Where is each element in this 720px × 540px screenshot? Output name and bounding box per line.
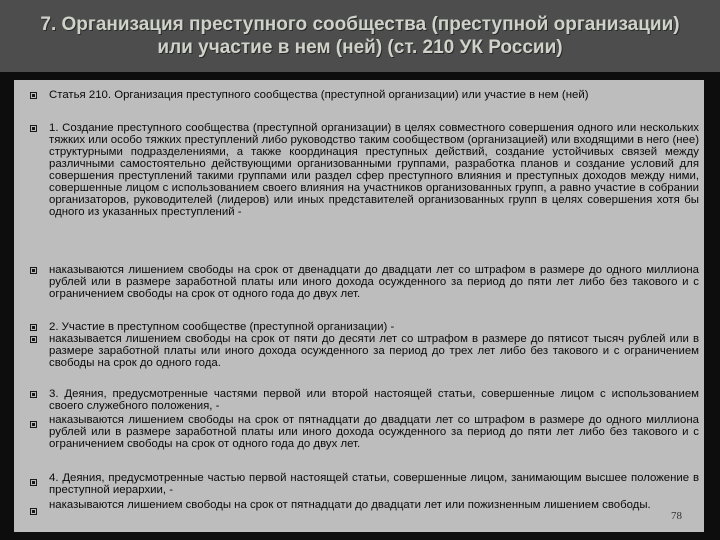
part-1-penalty: наказываются лишением свободы на срок от двенадцати до двадцати лет со штрафом в размере до одного миллиона рублей или в размере заработной платы или иного дохода осужденного за период до пяти лет либо без такового и с ограничением свободы на срок от одного года до двух лет. [49, 264, 699, 300]
bullet-icon [30, 391, 37, 398]
bullet-icon [30, 336, 37, 343]
slide-title: 7. Организация преступного сообщества (преступной организации) или участие в нем (ней) (ст. 210 УК России) [40, 14, 680, 58]
part-3-text: 3. Деяния, предусмотренные частями первой или второй настоящей статьи, совершенные лицом с использованием своего служебного положения, - [49, 388, 699, 412]
article-heading: Статья 210. Организация преступного сообщества (преступной организации) или участие в нем (ней) [49, 89, 589, 101]
bullet-icon [30, 92, 37, 99]
part-4-penalty: наказываются лишением свободы на срок от пятнадцати до двадцати лет или пожизненным лишением свободы. [49, 499, 651, 511]
part-2-text: 2. Участие в преступном сообществе (преступной организации) - [49, 321, 395, 333]
bullet-icon [30, 479, 37, 486]
bullet-icon [30, 508, 37, 515]
part-4-text: 4. Деяния, предусмотренные частью первой настоящей статьи, совершенные лицом, занимающим высшее положение в преступной иерархии, - [49, 472, 699, 496]
bullet-icon [30, 125, 37, 132]
slide-content [14, 80, 704, 532]
part-1-text: 1. Создание преступного сообщества (преступной организации) в целях совместного совершения одного или нескольких тяжких или особо тяжких преступлений либо руководство таким сообществом (организацией) или входящими в него (нее) структурными подразделениями, а также координация преступных действий, создание устойчивых связей между различными самостоятельно действующими организованными группами, разработка планов и создание условий для совершения преступлений такими группами или раздел сфер преступного влияния и преступных доходов между ними, совершенные лицом с использованием своего влияния на участников организованных групп, а равно участие в собрании организаторов, руководителей (лидеров) или иных представителей организованных групп в целях совершения хотя бы одного из указанных преступлений - [49, 122, 699, 218]
bullet-icon [30, 421, 37, 428]
slide-header [0, 0, 720, 72]
bullet-icon [30, 267, 37, 274]
part-3-penalty: наказываются лишением свободы на срок от пятнадцати до двадцати лет со штрафом в размере до одного миллиона рублей или в размере заработной платы или иного дохода осужденного за период до пяти лет либо без такового и с ограничением свободы на срок от одного года до двух лет. [49, 414, 699, 450]
bullet-icon [30, 324, 37, 331]
part-2-penalty: наказывается лишением свободы на срок от пяти до десяти лет со штрафом в размере до пятисот тысяч рублей или в размере заработной платы или иного дохода осужденного за период до трех лет либо без такового и с ограничением свободы на срок до одного года. [49, 333, 699, 369]
page-number: 78 [671, 510, 682, 522]
